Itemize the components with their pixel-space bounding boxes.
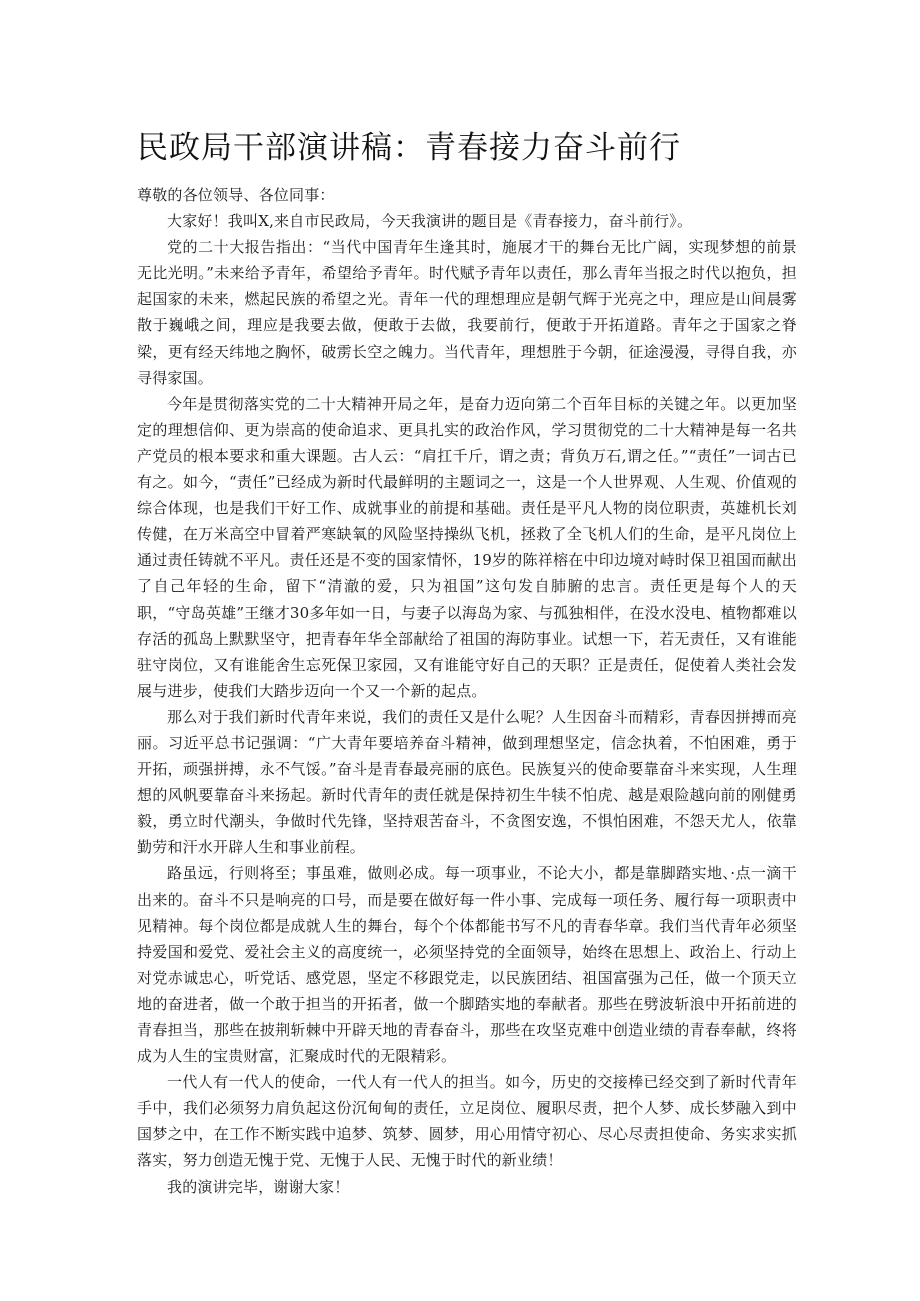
- paragraph-greeting: 大家好！我叫X,来自市民政局，今天我演讲的题目是《青春接力，奋斗前行》。: [167, 212, 693, 231]
- paragraph-mission: 一代人有一代人的使命，一代人有一代人的担当。如今，历史的交接棒已经交到了新时代青年手中，我们必须努力肩负起这份沉甸甸的责任，立足岗位、履职尽责，把个人梦、成长梦融入到中国梦之中，在工作不断实践中追梦、筑梦、圆梦，用心用情守初心、尽心尽责担使命、务实求实抓落实，努力创造无愧于党、无愧于人民、无愧于时代的新业绩！: [137, 1073, 797, 1170]
- paragraph-down-to-earth: 路虽远，行则将至；事虽难，做则必成。每一项事业，不论大小，都是靠脚踏实地、·点一滴干出来的。奋斗不只是响亮的口号，而是要在做好每一件小事、完成每一项任务、履行每一项职责中见精神。每个岗位都是成就人生的舞台，每个个体都能书写不凡的青春华章。我们当代青年必须坚持爱国和爱党、爱社会主义的高度统一，必须坚持党的全面领导，始终在思想上、政治上、行动上对党赤诚忠心，听党话、感党恩，坚定不移跟党走，以民族团结、祖国富强为己任，做一个顶天立地的奋进者，做一个敢于担当的开拓者，做一个脚踏实地的奉献者。那些在劈波斩浪中开拓前进的青春担当，那些在披荆斩棘中开辟天地的青春奋斗，那些在攻坚克难中创造业绩的青春奉献，终将成为人生的宝贵财富，汇聚成时代的无限精彩。: [137, 864, 797, 1066]
- document-body: [137, 182, 797, 1200]
- document-title: 民政局干部演讲稿：青春接力奋斗前行: [137, 130, 681, 166]
- salutation: 尊敬的各位领导、各位同事：: [137, 186, 335, 204]
- paragraph-responsibility: 今年是贯彻落实党的二十大精神开局之年，是奋力迈向第二个百年目标的关键之年。以更加坚定的理想信仰、更为崇高的使命追求、更具扎实的政治作风，学习贯彻党的二十大精神是每一名共产党员的根本要求和重大课题。古人云：“肩扛千斤，谓之责；背负万石,谓之任。”“责任”一词古已有之。如今，“责任”已经成为新时代最鲜明的主题词之一，这是一个人世界观、人生观、价值观的综合体现，也是我们干好工作、成就事业的前提和基础。责任是平凡人物的岗位职责，英雄机长刘传健，在万米高空中冒着严寒缺氧的风险坚持操纵飞机，拯救了全飞机人们的生命，是平凡岗位上通过责任铸就不平凡。责任还是不变的国家情怀，19岁的陈祥榕在中印边境对峙时保卫祖国而献出了自己年轻的生命，留下“清澈的爱，只为祖国”这句发自肺腑的忠言。责任更是每个人的天职，“守岛英雄”王继才30多年如一日，与妻子以海岛为家、与孤独相伴，在没水没电、植物都难以存活的孤岛上默默坚守，把青春年华全部献给了祖国的海防事业。试想一下，若无责任，又有谁能驻守岗位，又有谁能舍生忘死保卫家园，又有谁能守好自己的天职？正是责任，促使着人类社会发展与进步，使我们大踏步迈向一个又一个新的起点。: [137, 394, 797, 700]
- paragraph-report-quote: 党的二十大报告指出：“当代中国青年生逢其时，施展才干的舞台无比广阔，实现梦想的前景无比光明。”未来给予青年，希望给予青年。时代赋予青年以责任，那么青年当报之时代以抱负，担起国家的未来，燃起民族的希望之光。青年一代的理想理应是朝气辉于光亮之中，理应是山间晨雾散于巍峨之间，理应是我要去做，便敢于去做，我要前行，便敢于开拓道路。青年之于国家之脊梁，更有经天纬地之胸怀，破雳长空之魄力。当代青年，理想胜于今朝，征途漫漫，寻得自我，亦寻得家国。: [137, 238, 797, 387]
- paragraph-closing: 我的演讲完毕，谢谢大家！: [167, 1177, 350, 1196]
- paragraph-struggle: 那么对于我们新时代青年来说，我们的责任又是什么呢？人生因奋斗而精彩，青春因拼搏而亮丽。习近平总书记强调：“广大青年要培养奋斗精神，做到理想坚定，信念执着，不怕困难，勇于开拓，顽强拼搏，永不气馁。”奋斗是青春最亮丽的底色。民族复兴的使命要靠奋斗来实现，人生理想的风帆要靠奋斗来扬起。新时代青年的责任就是保持初生牛犊不怕虎、越是艰险越向前的刚健勇毅，勇立时代潮头，争做时代先锋，坚持艰苦奋斗，不贪图安逸，不惧怕困难，不怨天尤人，依靠勤劳和汗水开辟人生和事业前程。: [137, 707, 797, 857]
